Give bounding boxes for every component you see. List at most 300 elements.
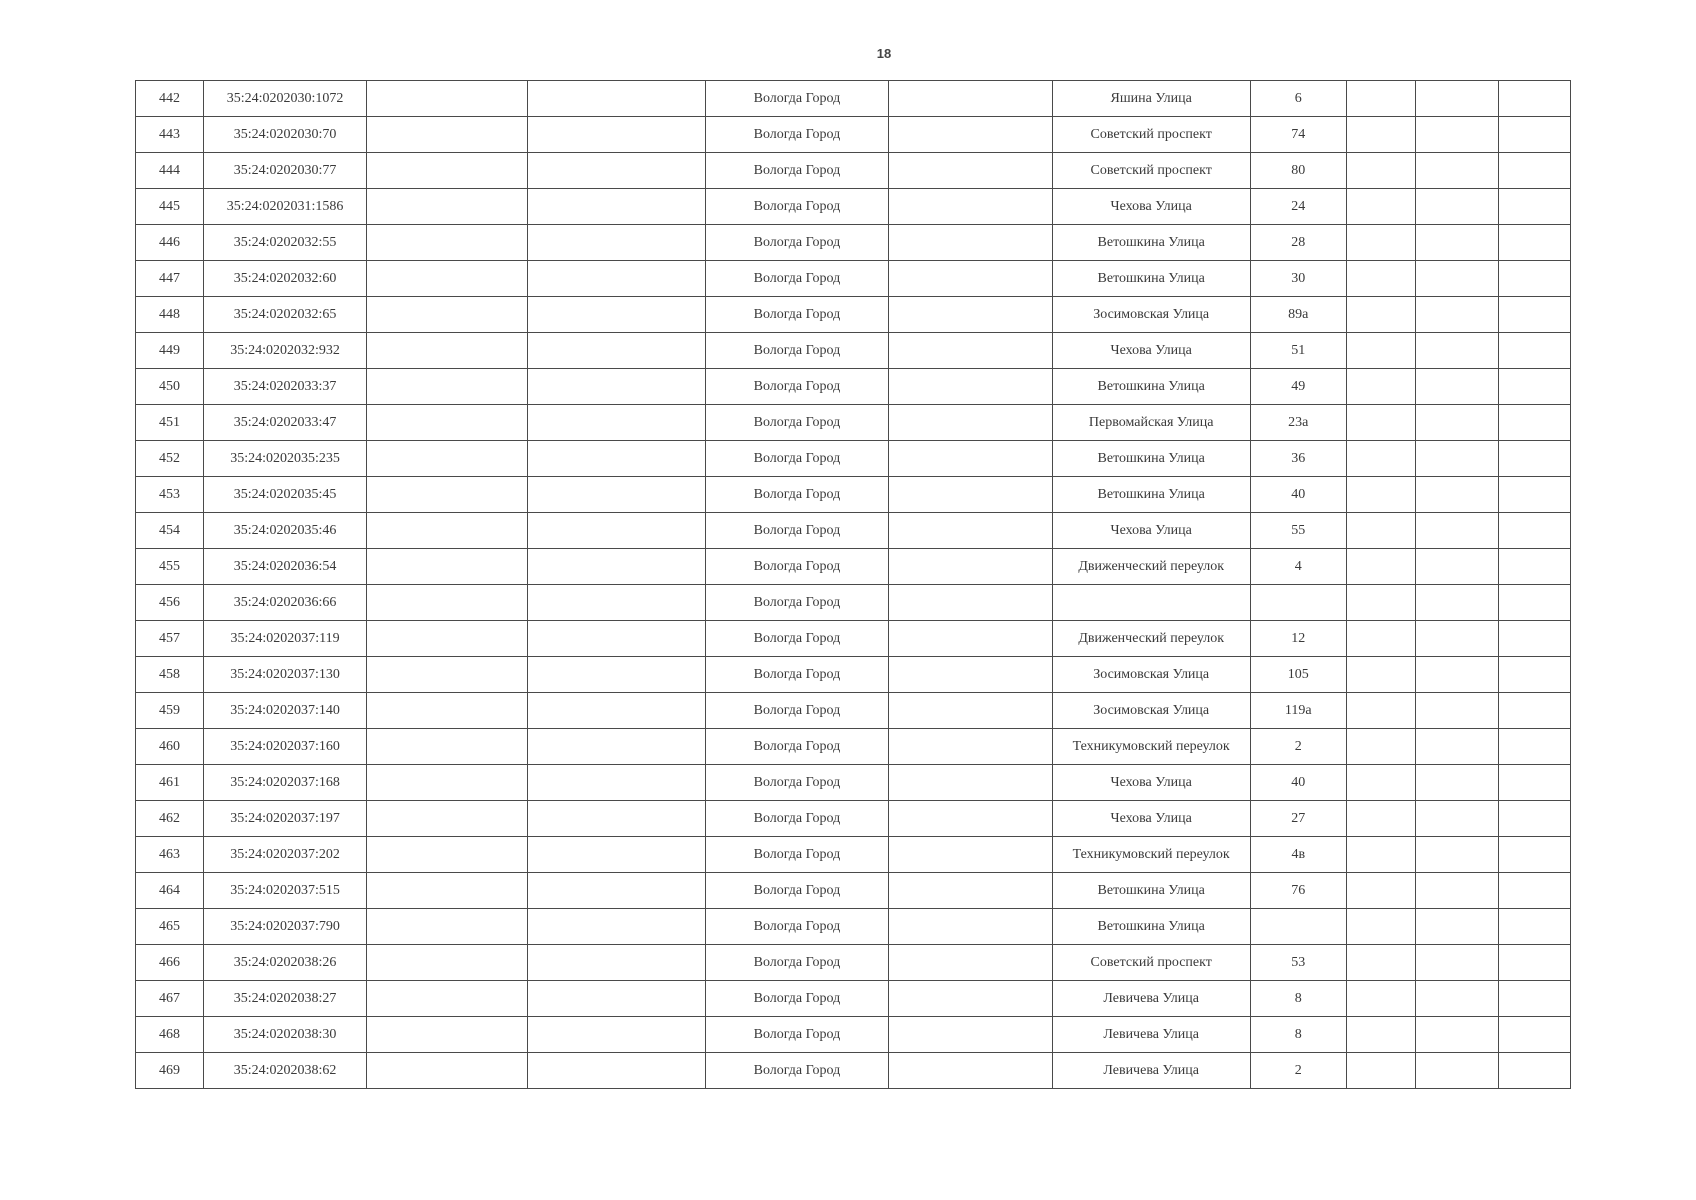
- empty-cell: [1498, 909, 1570, 945]
- empty-cell: [888, 945, 1052, 981]
- empty-cell: [1498, 333, 1570, 369]
- empty-cell: [888, 1017, 1052, 1053]
- table-row: [136, 765, 1571, 801]
- cadastral-number-cell: 35:24:0202038:30: [204, 1017, 367, 1053]
- cadastral-number-cell: 35:24:0202035:46: [204, 513, 367, 549]
- table-row: [136, 945, 1571, 981]
- empty-cell: [528, 621, 706, 657]
- empty-cell: [1346, 981, 1415, 1017]
- cadastral-number-cell: 35:24:0202031:1586: [204, 189, 367, 225]
- empty-cell: [1346, 81, 1415, 117]
- empty-cell: [1498, 369, 1570, 405]
- city-cell: Вологда Город: [706, 621, 888, 657]
- empty-cell: [1415, 765, 1498, 801]
- table-row: [136, 153, 1571, 189]
- cadastral-number-cell: 35:24:0202037:119: [204, 621, 367, 657]
- empty-cell: [1415, 153, 1498, 189]
- empty-cell: [528, 477, 706, 513]
- table-row: [136, 297, 1571, 333]
- empty-cell: [1346, 1017, 1415, 1053]
- house-number-cell: 74: [1250, 117, 1346, 153]
- empty-cell: [367, 369, 528, 405]
- street-cell: Ветошкина Улица: [1052, 441, 1250, 477]
- empty-cell: [1415, 909, 1498, 945]
- city-cell: Вологда Город: [706, 657, 888, 693]
- street-cell: Зосимовская Улица: [1052, 297, 1250, 333]
- empty-cell: [367, 1053, 528, 1089]
- empty-cell: [888, 261, 1052, 297]
- empty-cell: [528, 225, 706, 261]
- empty-cell: [367, 585, 528, 621]
- empty-cell: [1498, 513, 1570, 549]
- empty-cell: [888, 801, 1052, 837]
- table-row: [136, 405, 1571, 441]
- empty-cell: [888, 729, 1052, 765]
- street-cell: Ветошкина Улица: [1052, 873, 1250, 909]
- empty-cell: [367, 261, 528, 297]
- table-row: [136, 801, 1571, 837]
- table-row: [136, 657, 1571, 693]
- empty-cell: [1415, 81, 1498, 117]
- empty-cell: [888, 873, 1052, 909]
- cadastral-number-cell: 35:24:0202038:62: [204, 1053, 367, 1089]
- empty-cell: [367, 81, 528, 117]
- empty-cell: [367, 657, 528, 693]
- empty-cell: [1415, 549, 1498, 585]
- empty-cell: [1346, 657, 1415, 693]
- empty-cell: [1498, 1017, 1570, 1053]
- table-row: [136, 837, 1571, 873]
- empty-cell: [1346, 549, 1415, 585]
- street-cell: Движенческий переулок: [1052, 621, 1250, 657]
- empty-cell: [1415, 441, 1498, 477]
- cadastral-number-cell: 35:24:0202037:130: [204, 657, 367, 693]
- empty-cell: [888, 81, 1052, 117]
- city-cell: Вологда Город: [706, 441, 888, 477]
- empty-cell: [1498, 585, 1570, 621]
- street-cell: Чехова Улица: [1052, 189, 1250, 225]
- empty-cell: [528, 945, 706, 981]
- house-number-cell: 8: [1250, 981, 1346, 1017]
- empty-cell: [528, 909, 706, 945]
- empty-cell: [1346, 477, 1415, 513]
- table-row: [136, 1017, 1571, 1053]
- street-cell: Первомайская Улица: [1052, 405, 1250, 441]
- city-cell: Вологда Город: [706, 225, 888, 261]
- empty-cell: [888, 513, 1052, 549]
- city-cell: Вологда Город: [706, 585, 888, 621]
- empty-cell: [1498, 801, 1570, 837]
- city-cell: Вологда Город: [706, 1053, 888, 1089]
- empty-cell: [528, 765, 706, 801]
- row-number-cell: 449: [136, 333, 204, 369]
- city-cell: Вологда Город: [706, 81, 888, 117]
- empty-cell: [367, 441, 528, 477]
- empty-cell: [1415, 729, 1498, 765]
- empty-cell: [1346, 261, 1415, 297]
- empty-cell: [367, 405, 528, 441]
- empty-cell: [528, 549, 706, 585]
- empty-cell: [1415, 837, 1498, 873]
- empty-cell: [367, 513, 528, 549]
- city-cell: Вологда Город: [706, 405, 888, 441]
- table-row: [136, 873, 1571, 909]
- empty-cell: [528, 585, 706, 621]
- house-number-cell: 49: [1250, 369, 1346, 405]
- row-number-cell: 461: [136, 765, 204, 801]
- row-number-cell: 450: [136, 369, 204, 405]
- empty-cell: [1415, 333, 1498, 369]
- empty-cell: [888, 585, 1052, 621]
- street-cell: Левичева Улица: [1052, 1053, 1250, 1089]
- house-number-cell: 80: [1250, 153, 1346, 189]
- empty-cell: [528, 261, 706, 297]
- table-row: [136, 189, 1571, 225]
- city-cell: Вологда Город: [706, 549, 888, 585]
- empty-cell: [528, 333, 706, 369]
- empty-cell: [888, 405, 1052, 441]
- empty-cell: [528, 1053, 706, 1089]
- empty-cell: [1498, 621, 1570, 657]
- empty-cell: [1415, 693, 1498, 729]
- row-number-cell: 453: [136, 477, 204, 513]
- empty-cell: [367, 693, 528, 729]
- street-cell: Левичева Улица: [1052, 981, 1250, 1017]
- cadastral-number-cell: 35:24:0202037:140: [204, 693, 367, 729]
- house-number-cell: 24: [1250, 189, 1346, 225]
- table-row: [136, 513, 1571, 549]
- street-cell: Техникумовский переулок: [1052, 837, 1250, 873]
- empty-cell: [528, 657, 706, 693]
- empty-cell: [528, 693, 706, 729]
- house-number-cell: 28: [1250, 225, 1346, 261]
- table-row: [136, 729, 1571, 765]
- empty-cell: [367, 117, 528, 153]
- city-cell: Вологда Город: [706, 765, 888, 801]
- cadastral-number-cell: 35:24:0202035:235: [204, 441, 367, 477]
- empty-cell: [1415, 945, 1498, 981]
- house-number-cell: 105: [1250, 657, 1346, 693]
- empty-cell: [1498, 477, 1570, 513]
- page-number: 18: [876, 46, 892, 61]
- address-register-table: [135, 80, 1571, 1089]
- empty-cell: [888, 153, 1052, 189]
- row-number-cell: 466: [136, 945, 204, 981]
- house-number-cell: 2: [1250, 1053, 1346, 1089]
- row-number-cell: 447: [136, 261, 204, 297]
- street-cell: Зосимовская Улица: [1052, 693, 1250, 729]
- empty-cell: [1498, 765, 1570, 801]
- empty-cell: [1498, 225, 1570, 261]
- empty-cell: [1498, 837, 1570, 873]
- empty-cell: [888, 621, 1052, 657]
- row-number-cell: 462: [136, 801, 204, 837]
- empty-cell: [1346, 441, 1415, 477]
- cadastral-number-cell: 35:24:0202038:26: [204, 945, 367, 981]
- house-number-cell: 2: [1250, 729, 1346, 765]
- empty-cell: [1415, 657, 1498, 693]
- empty-cell: [367, 909, 528, 945]
- row-number-cell: 467: [136, 981, 204, 1017]
- empty-cell: [888, 693, 1052, 729]
- empty-cell: [528, 837, 706, 873]
- row-number-cell: 442: [136, 81, 204, 117]
- empty-cell: [1498, 81, 1570, 117]
- cadastral-number-cell: 35:24:0202030:70: [204, 117, 367, 153]
- empty-cell: [888, 477, 1052, 513]
- empty-cell: [1346, 837, 1415, 873]
- street-cell: Ветошкина Улица: [1052, 369, 1250, 405]
- house-number-cell: 12: [1250, 621, 1346, 657]
- city-cell: Вологда Город: [706, 873, 888, 909]
- empty-cell: [367, 225, 528, 261]
- empty-cell: [528, 153, 706, 189]
- empty-cell: [1415, 621, 1498, 657]
- house-number-cell: 40: [1250, 477, 1346, 513]
- empty-cell: [888, 657, 1052, 693]
- empty-cell: [367, 477, 528, 513]
- empty-cell: [1346, 945, 1415, 981]
- empty-cell: [367, 1017, 528, 1053]
- empty-cell: [888, 765, 1052, 801]
- cadastral-number-cell: 35:24:0202030:77: [204, 153, 367, 189]
- house-number-cell: 76: [1250, 873, 1346, 909]
- house-number-cell: 36: [1250, 441, 1346, 477]
- street-cell: Ветошкина Улица: [1052, 261, 1250, 297]
- table-row: [136, 693, 1571, 729]
- row-number-cell: 469: [136, 1053, 204, 1089]
- cadastral-number-cell: 35:24:0202032:65: [204, 297, 367, 333]
- empty-cell: [528, 297, 706, 333]
- row-number-cell: 451: [136, 405, 204, 441]
- empty-cell: [1415, 261, 1498, 297]
- empty-cell: [367, 189, 528, 225]
- empty-cell: [528, 81, 706, 117]
- empty-cell: [888, 225, 1052, 261]
- empty-cell: [1415, 225, 1498, 261]
- empty-cell: [1346, 621, 1415, 657]
- empty-cell: [1346, 153, 1415, 189]
- house-number-cell: 4в: [1250, 837, 1346, 873]
- empty-cell: [1346, 333, 1415, 369]
- street-cell: Движенческий переулок: [1052, 549, 1250, 585]
- house-number-cell: 40: [1250, 765, 1346, 801]
- house-number-cell: 6: [1250, 81, 1346, 117]
- row-number-cell: 456: [136, 585, 204, 621]
- empty-cell: [888, 549, 1052, 585]
- empty-cell: [1415, 405, 1498, 441]
- city-cell: Вологда Город: [706, 909, 888, 945]
- table-row: [136, 81, 1571, 117]
- empty-cell: [1346, 765, 1415, 801]
- table-body: [136, 81, 1571, 1089]
- street-cell: Чехова Улица: [1052, 765, 1250, 801]
- empty-cell: [367, 333, 528, 369]
- cadastral-number-cell: 35:24:0202036:66: [204, 585, 367, 621]
- house-number-cell: 30: [1250, 261, 1346, 297]
- street-cell: [1052, 585, 1250, 621]
- empty-cell: [1498, 981, 1570, 1017]
- empty-cell: [1415, 297, 1498, 333]
- house-number-cell: 89а: [1250, 297, 1346, 333]
- row-number-cell: 458: [136, 657, 204, 693]
- empty-cell: [367, 873, 528, 909]
- empty-cell: [367, 945, 528, 981]
- city-cell: Вологда Город: [706, 297, 888, 333]
- city-cell: Вологда Город: [706, 981, 888, 1017]
- empty-cell: [528, 873, 706, 909]
- cadastral-number-cell: 35:24:0202032:60: [204, 261, 367, 297]
- empty-cell: [1415, 369, 1498, 405]
- empty-cell: [1415, 1053, 1498, 1089]
- empty-cell: [1346, 225, 1415, 261]
- empty-cell: [888, 333, 1052, 369]
- house-number-cell: [1250, 585, 1346, 621]
- empty-cell: [1415, 477, 1498, 513]
- street-cell: Чехова Улица: [1052, 801, 1250, 837]
- city-cell: Вологда Город: [706, 369, 888, 405]
- empty-cell: [1346, 693, 1415, 729]
- table-row: [136, 909, 1571, 945]
- empty-cell: [1498, 189, 1570, 225]
- street-cell: Техникумовский переулок: [1052, 729, 1250, 765]
- empty-cell: [528, 1017, 706, 1053]
- empty-cell: [367, 801, 528, 837]
- empty-cell: [1346, 729, 1415, 765]
- street-cell: Ветошкина Улица: [1052, 909, 1250, 945]
- row-number-cell: 465: [136, 909, 204, 945]
- row-number-cell: 446: [136, 225, 204, 261]
- empty-cell: [888, 909, 1052, 945]
- empty-cell: [1415, 117, 1498, 153]
- empty-cell: [1498, 297, 1570, 333]
- empty-cell: [1415, 585, 1498, 621]
- empty-cell: [888, 837, 1052, 873]
- empty-cell: [1498, 657, 1570, 693]
- street-cell: Яшина Улица: [1052, 81, 1250, 117]
- row-number-cell: 452: [136, 441, 204, 477]
- cadastral-number-cell: 35:24:0202036:54: [204, 549, 367, 585]
- house-number-cell: 119а: [1250, 693, 1346, 729]
- city-cell: Вологда Город: [706, 945, 888, 981]
- city-cell: Вологда Город: [706, 153, 888, 189]
- row-number-cell: 460: [136, 729, 204, 765]
- table-row: [136, 1053, 1571, 1089]
- table-row: [136, 621, 1571, 657]
- empty-cell: [1415, 513, 1498, 549]
- row-number-cell: 463: [136, 837, 204, 873]
- empty-cell: [888, 297, 1052, 333]
- empty-cell: [528, 513, 706, 549]
- empty-cell: [367, 297, 528, 333]
- city-cell: Вологда Город: [706, 1017, 888, 1053]
- house-number-cell: 8: [1250, 1017, 1346, 1053]
- empty-cell: [528, 405, 706, 441]
- cadastral-number-cell: 35:24:0202032:932: [204, 333, 367, 369]
- row-number-cell: 455: [136, 549, 204, 585]
- empty-cell: [888, 189, 1052, 225]
- empty-cell: [1498, 549, 1570, 585]
- row-number-cell: 457: [136, 621, 204, 657]
- city-cell: Вологда Город: [706, 333, 888, 369]
- empty-cell: [1346, 297, 1415, 333]
- empty-cell: [888, 981, 1052, 1017]
- city-cell: Вологда Город: [706, 693, 888, 729]
- table-row: [136, 333, 1571, 369]
- empty-cell: [1415, 189, 1498, 225]
- row-number-cell: 459: [136, 693, 204, 729]
- empty-cell: [1346, 585, 1415, 621]
- empty-cell: [367, 765, 528, 801]
- street-cell: Советский проспект: [1052, 945, 1250, 981]
- empty-cell: [1498, 1053, 1570, 1089]
- empty-cell: [367, 981, 528, 1017]
- row-number-cell: 445: [136, 189, 204, 225]
- street-cell: Чехова Улица: [1052, 333, 1250, 369]
- house-number-cell: 27: [1250, 801, 1346, 837]
- cadastral-number-cell: 35:24:0202033:37: [204, 369, 367, 405]
- empty-cell: [528, 189, 706, 225]
- row-number-cell: 454: [136, 513, 204, 549]
- cadastral-number-cell: 35:24:0202035:45: [204, 477, 367, 513]
- empty-cell: [1415, 873, 1498, 909]
- house-number-cell: 23а: [1250, 405, 1346, 441]
- empty-cell: [1415, 801, 1498, 837]
- house-number-cell: 53: [1250, 945, 1346, 981]
- row-number-cell: 443: [136, 117, 204, 153]
- table-row: [136, 441, 1571, 477]
- row-number-cell: 448: [136, 297, 204, 333]
- empty-cell: [1346, 513, 1415, 549]
- empty-cell: [1498, 945, 1570, 981]
- empty-cell: [1346, 369, 1415, 405]
- empty-cell: [367, 153, 528, 189]
- empty-cell: [888, 369, 1052, 405]
- empty-cell: [1498, 693, 1570, 729]
- city-cell: Вологда Город: [706, 729, 888, 765]
- row-number-cell: 444: [136, 153, 204, 189]
- city-cell: Вологда Город: [706, 801, 888, 837]
- street-cell: Зосимовская Улица: [1052, 657, 1250, 693]
- empty-cell: [1346, 1053, 1415, 1089]
- empty-cell: [1498, 117, 1570, 153]
- empty-cell: [367, 837, 528, 873]
- empty-cell: [1498, 729, 1570, 765]
- house-number-cell: 4: [1250, 549, 1346, 585]
- street-cell: Чехова Улица: [1052, 513, 1250, 549]
- cadastral-number-cell: 35:24:0202037:168: [204, 765, 367, 801]
- table-row: [136, 261, 1571, 297]
- cadastral-number-cell: 35:24:0202037:202: [204, 837, 367, 873]
- city-cell: Вологда Город: [706, 261, 888, 297]
- cadastral-number-cell: 35:24:0202037:515: [204, 873, 367, 909]
- empty-cell: [367, 729, 528, 765]
- city-cell: Вологда Город: [706, 477, 888, 513]
- cadastral-number-cell: 35:24:0202038:27: [204, 981, 367, 1017]
- table-row: [136, 981, 1571, 1017]
- empty-cell: [528, 369, 706, 405]
- empty-cell: [888, 117, 1052, 153]
- empty-cell: [528, 117, 706, 153]
- cadastral-number-cell: 35:24:0202032:55: [204, 225, 367, 261]
- house-number-cell: [1250, 909, 1346, 945]
- house-number-cell: 51: [1250, 333, 1346, 369]
- empty-cell: [528, 801, 706, 837]
- empty-cell: [888, 441, 1052, 477]
- street-cell: Советский проспект: [1052, 117, 1250, 153]
- empty-cell: [888, 1053, 1052, 1089]
- empty-cell: [1498, 261, 1570, 297]
